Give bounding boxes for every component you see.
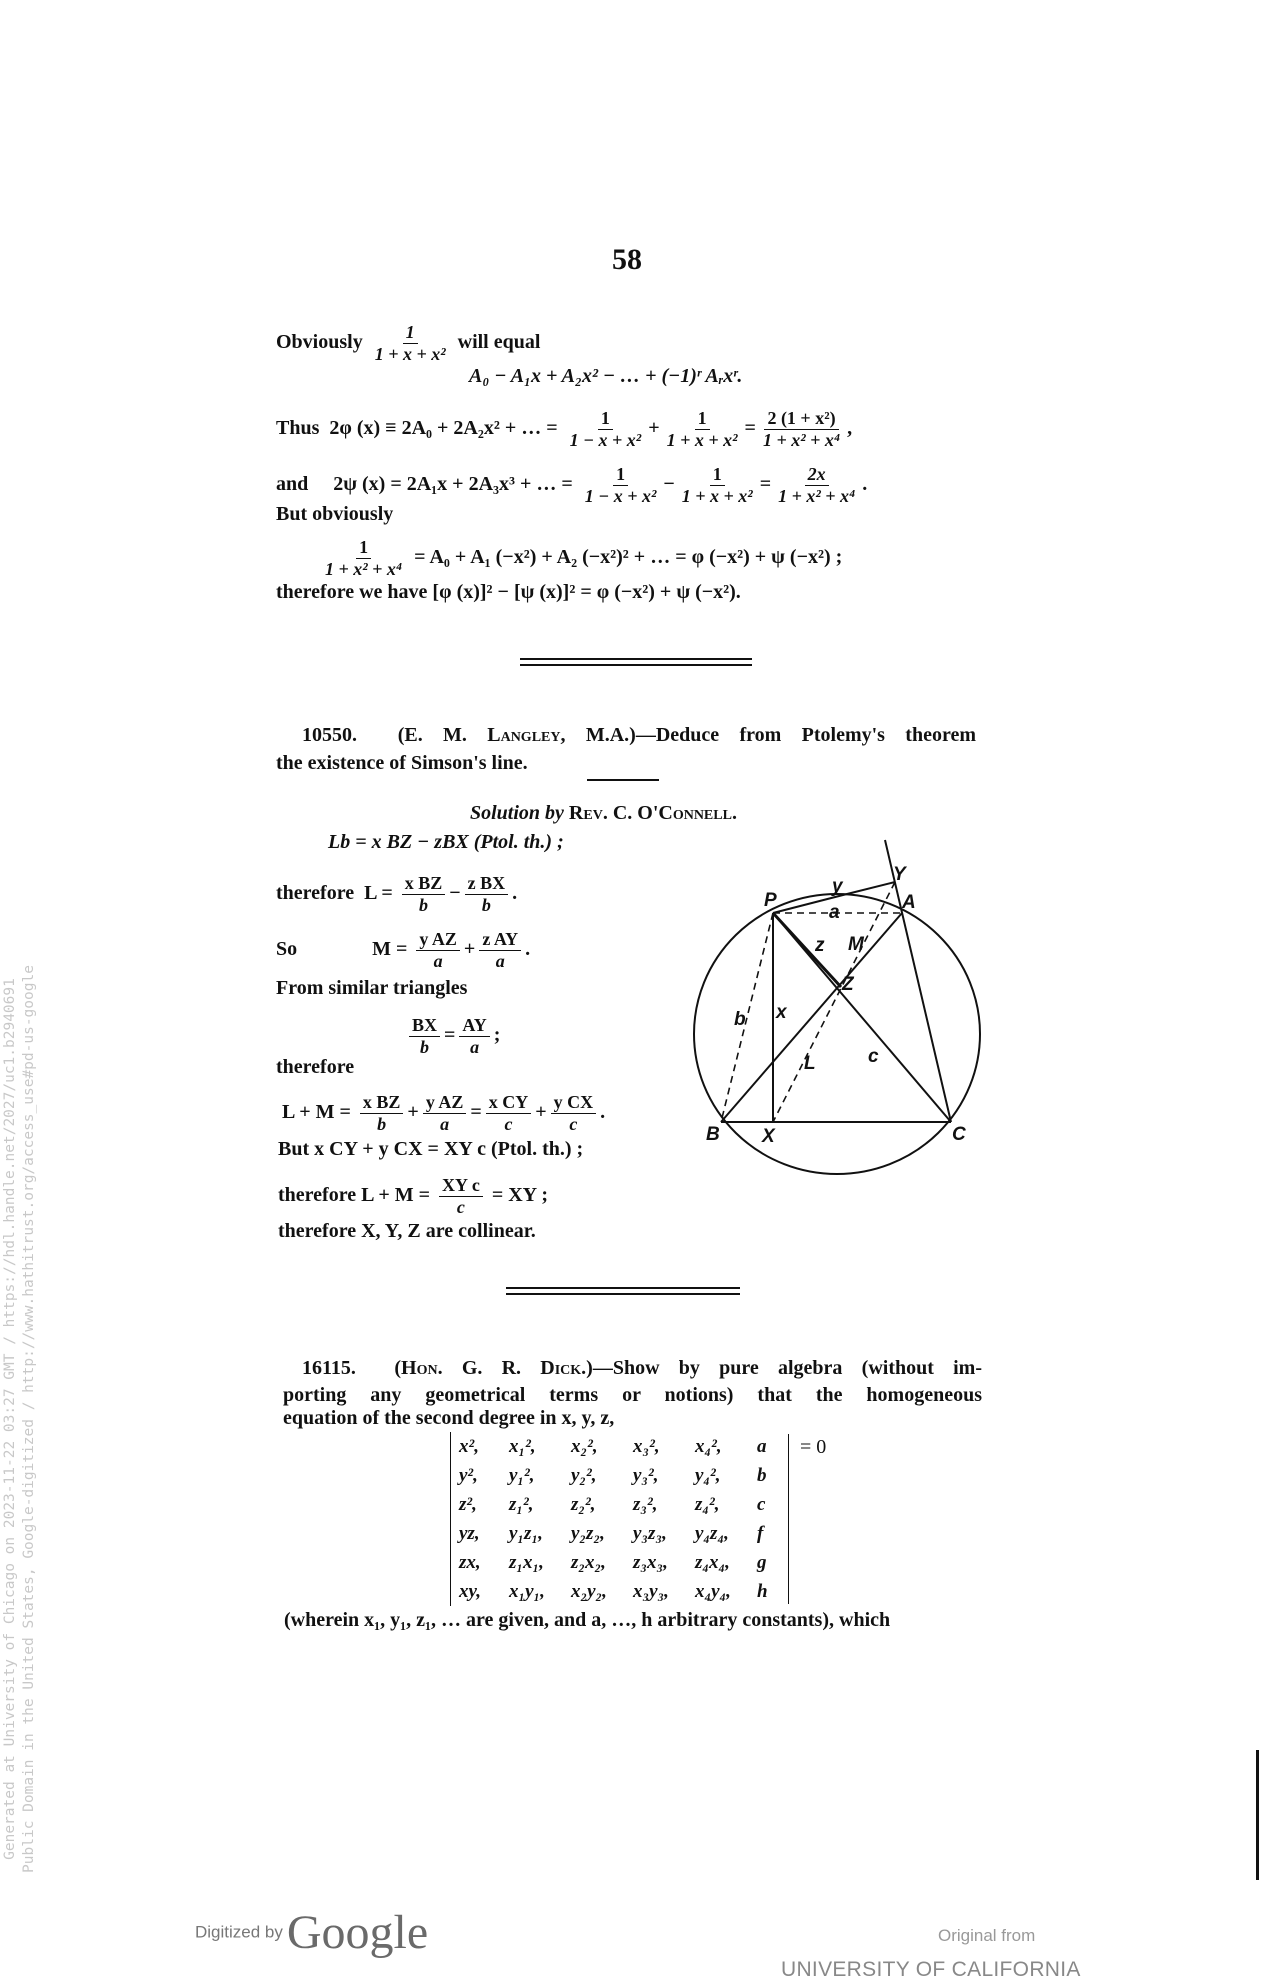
cell: g	[757, 1551, 767, 1573]
punctuation: .	[525, 938, 531, 961]
numerator: x BZ	[360, 1092, 404, 1114]
label-M: M	[848, 934, 864, 955]
section-divider	[506, 1287, 740, 1289]
question-text: —Deduce from Ptolemy's theorem	[635, 724, 977, 746]
denominator: 1 + x + x²	[681, 486, 753, 506]
cell: z₁x₁,	[509, 1551, 544, 1573]
cell: c	[757, 1493, 766, 1515]
cell: x₃²,	[633, 1435, 660, 1457]
numerator: 1	[403, 322, 418, 344]
cell: x₄y₄,	[695, 1580, 731, 1602]
solution-by: Solution by	[470, 802, 564, 824]
page-number: 58	[612, 243, 642, 276]
cell: y₂z₂,	[571, 1522, 605, 1544]
denominator: 1 − x + x²	[569, 430, 642, 450]
numerator: XY c	[439, 1175, 483, 1197]
and-label: and	[276, 473, 309, 496]
question-16115-continuation: (wherein x₁, y₁, z₁, … are given, and a, …, h arbitrary constants), which	[284, 1609, 891, 1631]
denominator: 1 + x + x²	[374, 344, 446, 364]
punctuation: ;	[493, 1024, 501, 1047]
determinant-row	[451, 1577, 785, 1606]
cell: y²,	[459, 1464, 478, 1486]
cell: z₃x₃,	[633, 1551, 668, 1573]
google-wordmark: Google	[286, 1906, 429, 1959]
cell: z₂x₂,	[571, 1551, 606, 1573]
numerator: 1	[356, 537, 371, 559]
cell: y₃z₃,	[633, 1522, 667, 1544]
but-obviously: But obviously	[276, 503, 394, 525]
cell: z₂²,	[571, 1493, 596, 1515]
label-y: y	[832, 876, 843, 897]
label: So	[276, 938, 298, 961]
thus-label: Thus	[276, 417, 320, 440]
label-C: C	[952, 1124, 966, 1145]
cell: b	[757, 1464, 767, 1486]
numerator: x CY	[486, 1092, 532, 1114]
label-a: a	[829, 902, 840, 923]
operator: +	[535, 1101, 547, 1124]
numerator: 1	[695, 408, 710, 430]
numerator: 2x	[805, 464, 829, 486]
label-b: b	[734, 1009, 746, 1030]
determinant	[450, 1432, 785, 1606]
numerator: 1	[598, 408, 613, 430]
cell: y₃²,	[633, 1464, 659, 1486]
label-X: X	[762, 1126, 775, 1147]
label-Z: Z	[842, 974, 854, 995]
lhs: L =	[364, 882, 393, 905]
denominator: a	[495, 951, 505, 971]
cell: f	[757, 1522, 764, 1544]
cell: a	[757, 1435, 767, 1457]
denominator: c	[569, 1114, 578, 1134]
denominator: 1 + x² + x⁴	[778, 486, 856, 506]
determinant-row	[451, 1461, 785, 1490]
question-author: (E. M. Langley, M.A.)	[397, 724, 636, 746]
rhs: = A₀ + A₁ (−x²) + A₂ (−x²)² + … = φ (−x²) + ψ (−x²) ;	[414, 546, 843, 569]
question-text: —Show by pure algebra (without im-	[592, 1357, 982, 1379]
conclusion-line: therefore we have [φ (x)]² − [ψ (x)]² = φ (−x²) + ψ (−x²).	[276, 581, 741, 603]
operator: =	[444, 1024, 456, 1047]
denominator: c	[504, 1114, 513, 1134]
punctuation: ,	[847, 417, 853, 440]
numerator: z AY	[479, 929, 521, 951]
denominator: 1 − x + x²	[584, 486, 657, 506]
watermark-line-2: Public Domain in the United States, Google-digitized / http://www.hathitrust.org/access_use#pd-us-google	[21, 965, 37, 1873]
denominator: b	[419, 895, 428, 915]
punctuation: .	[512, 882, 518, 905]
cell: y₁²,	[509, 1464, 535, 1486]
numerator: BX	[409, 1015, 440, 1037]
numerator: y AZ	[423, 1092, 467, 1114]
label-L: L	[804, 1053, 816, 1074]
operator: +	[648, 417, 660, 440]
cell: z²,	[459, 1493, 477, 1515]
denominator: c	[456, 1197, 465, 1217]
label-x: x	[776, 1002, 787, 1023]
circumcircle	[694, 894, 980, 1174]
section-divider	[506, 1293, 740, 1295]
numerator: x BZ	[402, 873, 446, 895]
label-P: P	[764, 890, 777, 911]
watermark-line-1: Generated at University of Chicago on 2023-11-22 03:27 GMT / https://hdl.handle.net/2027/uc1.b2940691	[2, 978, 18, 1860]
equals-zero: = 0	[800, 1436, 827, 1458]
cell: z₄²,	[695, 1493, 720, 1515]
question-number: 10550.	[302, 724, 357, 746]
cell: yz,	[459, 1522, 480, 1544]
cell: z₄x₄,	[695, 1551, 730, 1573]
determinant-right-bar	[788, 1434, 789, 1604]
cell: x₂y₂,	[571, 1580, 607, 1602]
question-16115-line1	[302, 1355, 982, 1382]
solution-step-4: From similar triangles	[276, 977, 468, 999]
denominator: a	[433, 951, 443, 971]
cell: z₁²,	[509, 1493, 534, 1515]
solution-step-10: therefore X, Y, Z are collinear.	[278, 1220, 536, 1242]
label-B: B	[706, 1124, 720, 1145]
question-number: 16115.	[302, 1357, 356, 1379]
rhs: = XY ;	[491, 1184, 549, 1207]
denominator: 1 + x + x²	[666, 430, 738, 450]
lhs: L + M =	[282, 1101, 351, 1124]
solution-step-8: But x CY + y CX = XY c (Ptol. th.) ;	[278, 1138, 584, 1160]
cell: x₃y₃,	[633, 1580, 669, 1602]
operator: +	[463, 938, 476, 961]
question-10550-line2: the existence of Simson's line.	[276, 752, 528, 774]
numerator: y AZ	[416, 929, 460, 951]
numerator: 1	[613, 464, 628, 486]
series-equation: A₀ − A₁x + A₂x² − … + (−1)ʳ Aᵣxʳ.	[469, 365, 743, 387]
operator: =	[759, 473, 772, 496]
original-from-label: Original from	[938, 1926, 1036, 1945]
cell: y₁z₁,	[509, 1522, 543, 1544]
institution-label: UNIVERSITY OF CALIFORNIA	[781, 1958, 1081, 1981]
perpendicular-PZ	[773, 913, 841, 987]
will-equal: will equal	[457, 331, 541, 354]
determinant-row	[451, 1548, 785, 1577]
cell: xy,	[459, 1580, 481, 1602]
lhs: 2ψ (x) = 2A₁x + 2A₃x³ + … =	[333, 473, 573, 496]
lhs: 2φ (x) ≡ 2A₀ + 2A₂x² + … =	[329, 417, 558, 440]
numerator: AY	[459, 1015, 489, 1037]
denominator: b	[481, 895, 491, 915]
question-author: (Hon. G. R. Dick.)	[394, 1357, 593, 1379]
label: therefore	[276, 882, 355, 905]
cell: h	[757, 1580, 768, 1602]
cell: z₃²,	[633, 1493, 658, 1515]
denominator: a	[470, 1037, 480, 1057]
punctuation: .	[862, 473, 868, 496]
label-Y: Y	[893, 864, 906, 885]
cell: x₂²,	[571, 1435, 598, 1457]
solution-step-1: Lb = x BZ − zBX (Ptol. th.) ;	[328, 831, 564, 853]
determinant-row	[451, 1519, 785, 1548]
lhs: M =	[372, 938, 408, 961]
cell: y₄²,	[695, 1464, 721, 1486]
cell: y₂²,	[571, 1464, 597, 1486]
digitized-by-google-logo	[195, 1905, 428, 1960]
cell: x₄²,	[695, 1435, 722, 1457]
operator: −	[449, 882, 461, 905]
punctuation: .	[600, 1101, 606, 1124]
cell: x₁²,	[509, 1435, 536, 1457]
cell: y₄z₄,	[695, 1522, 729, 1544]
cell: x₁y₁,	[509, 1580, 545, 1602]
denominator: b	[377, 1114, 387, 1134]
question-16115-line3: equation of the second degree in x, y, z,	[283, 1407, 615, 1429]
label-z: z	[815, 935, 825, 956]
numerator: 1	[710, 464, 725, 486]
solution-step-6: therefore	[276, 1056, 355, 1078]
operator: +	[407, 1101, 419, 1124]
solver-name: Rev. C. O'Connell.	[568, 802, 737, 824]
digitized-by-label: Digitized by	[195, 1922, 283, 1942]
denominator: b	[420, 1037, 429, 1057]
label-A: A	[902, 892, 916, 913]
numerator: 2 (1 + x²)	[764, 408, 838, 430]
operator: =	[744, 417, 756, 440]
cell: zx,	[459, 1551, 481, 1573]
side-BA	[721, 913, 902, 1122]
operator: −	[663, 473, 675, 496]
numerator: z BX	[465, 873, 509, 895]
denominator: 1 + x² + x⁴	[325, 559, 403, 579]
denominator: 1 + x² + x⁴	[762, 430, 841, 450]
determinant-row	[451, 1432, 785, 1461]
scan-edge-mark	[1256, 1750, 1259, 1880]
operator: =	[470, 1101, 482, 1124]
determinant-row	[451, 1490, 785, 1519]
lhs: therefore L + M =	[278, 1184, 431, 1207]
obviously-label: Obviously	[276, 331, 363, 354]
denominator: a	[440, 1114, 450, 1134]
cell: x²,	[459, 1435, 479, 1457]
label-c: c	[868, 1046, 879, 1067]
numerator: y CX	[551, 1092, 597, 1114]
question-16115-line2: porting any geometrical terms or notions) that the homogeneous	[283, 1384, 982, 1406]
